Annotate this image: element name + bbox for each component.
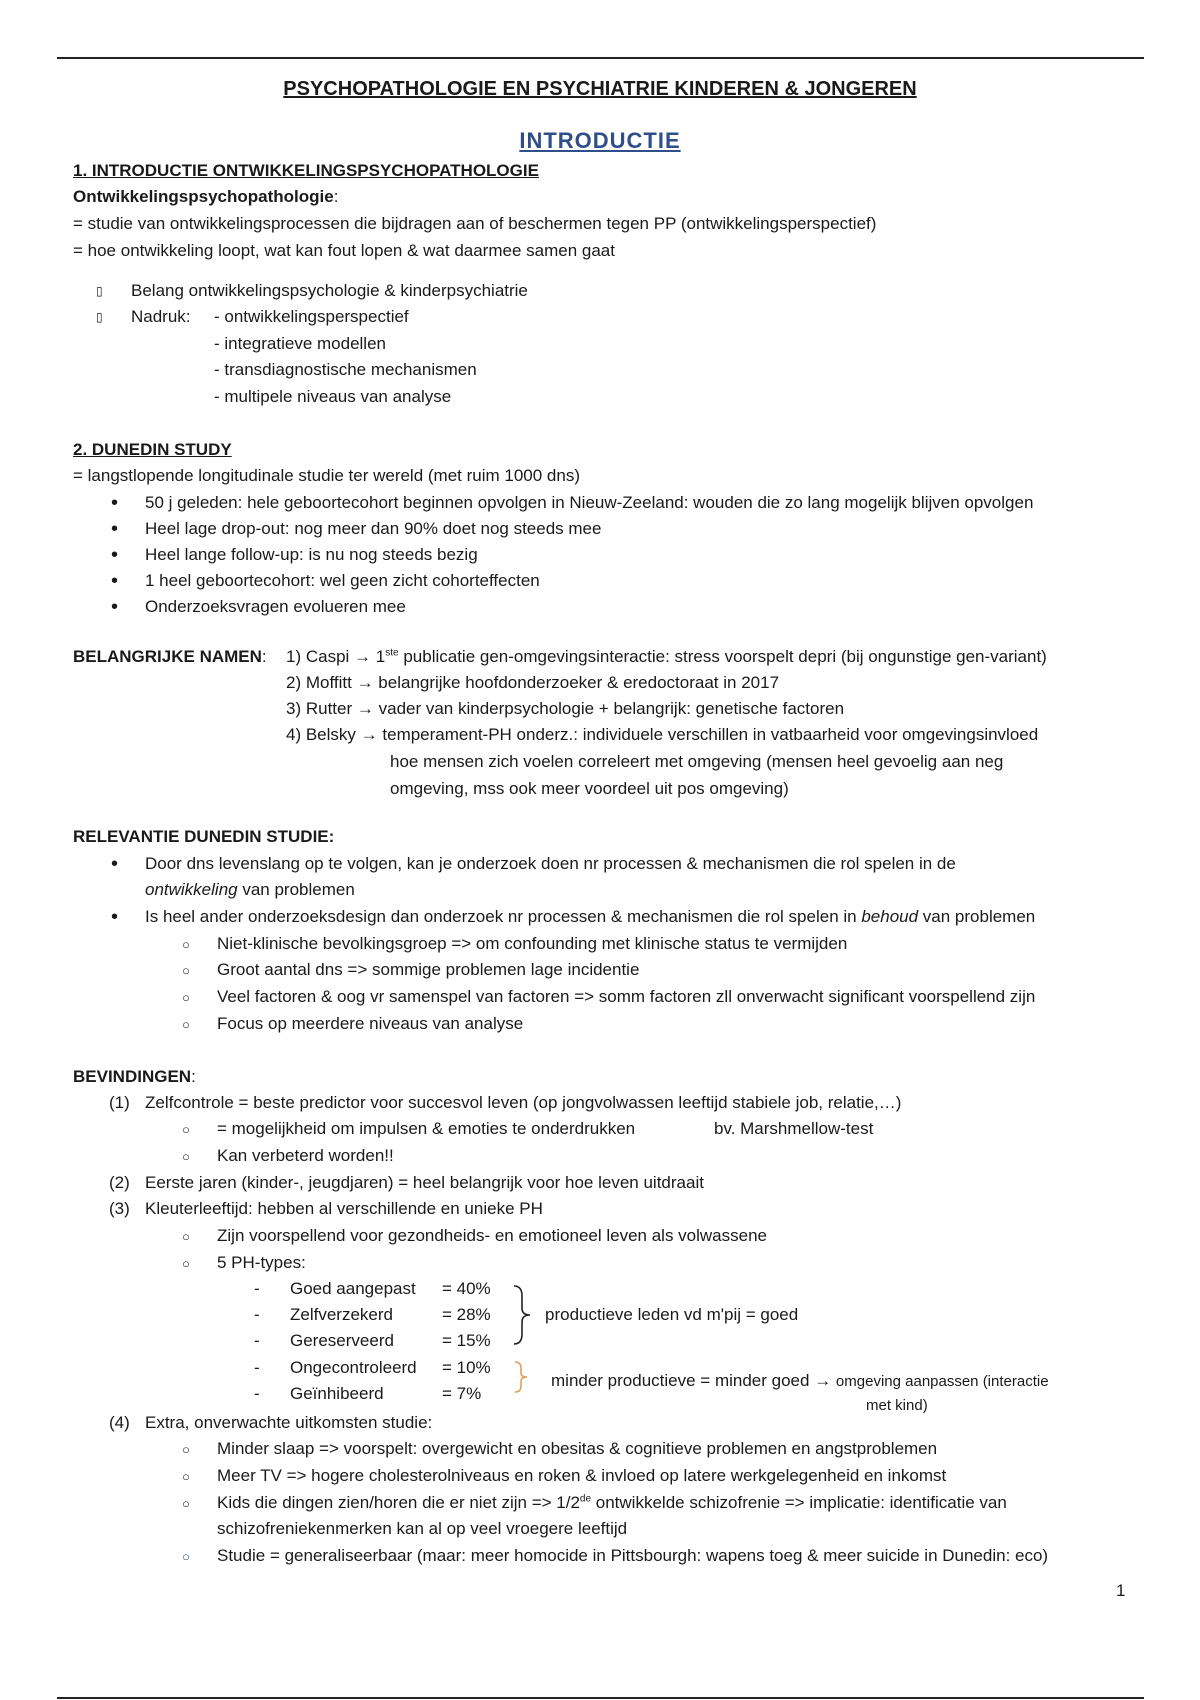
name-moffitt xyxy=(286,672,779,694)
definition-1: = studie van ontwikkelingsprocessen die bijdragen aan of beschermen tegen PP (ontwikkelingsperspectief) xyxy=(73,214,877,233)
name-caspi xyxy=(286,646,1047,668)
term-line xyxy=(73,186,338,208)
bottom-rule xyxy=(57,1697,1144,1699)
name-belsky-cont: hoe mensen zich voelen correleert met omgeving (mensen heel gevoelig aan neg xyxy=(390,752,1004,771)
relevantie-bullet-cont xyxy=(145,879,355,901)
relevantie-sub: Groot aantal dns => sommige problemen lage incidentie xyxy=(217,960,640,979)
ph-type-name: Ongecontroleerd xyxy=(290,1358,417,1377)
dunedin-bullet: • 50 j geleden: hele geboortecohort beginnen opvolgen in Nieuw-Zeeland: wouden die zo lang mogelijk blijven opvolgen xyxy=(145,492,1033,514)
name-belsky xyxy=(286,724,1038,746)
belang-item: Belang ontwikkelingspsychologie & kinderpsychiatrie xyxy=(131,281,528,300)
group-bad-label: minder productieve = minder goed xyxy=(551,1371,810,1390)
finding-4-sub xyxy=(217,1492,1007,1514)
type-dash: - xyxy=(254,1358,260,1377)
names-label: BELANGRIJKE NAMEN xyxy=(73,647,262,666)
finding-1-example: bv. Marshmellow-test xyxy=(714,1119,874,1138)
circle-bullet-icon: ○ xyxy=(182,937,190,952)
ph-type-name: Zelfverzekerd xyxy=(290,1305,393,1324)
name-belsky-cont: omgeving, mss ook meer voordeel uit pos omgeving) xyxy=(390,779,789,798)
circle-bullet-icon: ○ xyxy=(182,1442,190,1457)
relevantie-bullet xyxy=(145,906,1035,928)
finding-1-sub: Kan verbeterd worden!! xyxy=(217,1146,394,1165)
finding-1: Zelfcontrole = beste predictor voor succesvol leven (op jongvolwassen leeftijd stabiele job, relatie,…) xyxy=(145,1093,902,1112)
group-bad-note: omgeving aanpassen (interactie xyxy=(835,1373,1049,1390)
brace-good-icon xyxy=(510,1284,534,1346)
text: ontwikkelde schizofrenie => implicatie: identificatie van xyxy=(591,1493,1007,1512)
names-colon: : xyxy=(261,647,267,666)
ph-type-pct: = 10% xyxy=(442,1358,491,1377)
finding-number: (4) xyxy=(109,1413,130,1432)
type-dash: - xyxy=(254,1331,260,1350)
square-bullet-icon: ▯ xyxy=(96,284,103,298)
square-bullet-icon: ▯ xyxy=(96,310,103,324)
relevantie-sub: Veel factoren & oog vr samenspel van factoren => somm factoren zll onverwacht significant voorspellend zijn xyxy=(217,987,1036,1006)
finding-number: (3) xyxy=(109,1199,130,1218)
finding-4-sub-cont: schizofreniekenmerken kan al op veel vroegere leeftijd xyxy=(217,1519,628,1538)
name-description: temperament-PH onderz.: individuele verschillen in vatbaarheid voor omgevingsinvloed xyxy=(382,725,1039,744)
nadruk-item: - ontwikkelingsperspectief xyxy=(214,307,409,326)
top-rule xyxy=(57,57,1144,59)
finding-number: (1) xyxy=(109,1093,130,1112)
dunedin-bullet: • Heel lage drop-out: nog meer dan 90% doet nog steeds mee xyxy=(145,518,601,540)
finding-3: Kleuterleeftijd: hebben al verschillende en unieke PH xyxy=(145,1199,543,1218)
text: van problemen xyxy=(918,907,1036,926)
finding-4: Extra, onverwachte uitkomsten studie: xyxy=(145,1413,433,1432)
ph-type-pct: = 15% xyxy=(442,1331,491,1350)
ordinal-suffix: de xyxy=(579,1493,592,1505)
finding-4-sub: Minder slaap => voorspelt: overgewicht en obesitas & cognitieve problemen en angstproblemen xyxy=(217,1439,938,1458)
dunedin-bullet: • 1 heel geboortecohort: wel geen zicht cohorteffecten xyxy=(145,570,540,592)
ph-type-pct: = 28% xyxy=(442,1305,491,1324)
name-label: 1) Caspi xyxy=(286,647,350,666)
finding-4-sub: Studie = generaliseerbaar (maar: meer homocide in Pittsbourgh: wapens toeg & meer suicide in Dunedin: eco) xyxy=(217,1546,1049,1565)
text: Is heel ander onderzoeksdesign dan onderzoek nr processen & mechanismen die rol spelen in xyxy=(145,907,862,926)
circle-bullet-icon: ○ xyxy=(182,1469,190,1484)
heading-bevindingen: BEVINDINGEN xyxy=(73,1067,192,1086)
document-title: PSYCHOPATHOLOGIE EN PSYCHIATRIE KINDEREN & JONGEREN xyxy=(283,78,917,100)
circle-bullet-icon: ○ xyxy=(182,1149,190,1164)
arrow-right-icon: → xyxy=(814,1371,832,1390)
circle-bullet-icon: ○ xyxy=(182,1256,190,1271)
group-good-label: productieve leden vd m'pij = goed xyxy=(545,1305,799,1324)
text: Kids die dingen zien/horen die er niet zijn => 1/2 xyxy=(217,1493,580,1512)
emphasis: behoud xyxy=(861,907,919,926)
nadruk-item: - multipele niveaus van analyse xyxy=(214,387,452,406)
finding-number: (2) xyxy=(109,1173,130,1192)
ph-type-pct: = 7% xyxy=(442,1384,482,1403)
ph-type-pct: = 40% xyxy=(442,1279,491,1298)
heading-dunedin-study: 2. DUNEDIN STUDY xyxy=(73,440,232,459)
ph-type-name: Geïnhibeerd xyxy=(290,1384,384,1403)
relevantie-sub: Niet-klinische bevolkingsgroep => om confounding met klinische status te vermijden xyxy=(217,934,848,953)
arrow-right-icon: → xyxy=(354,647,372,666)
definition-2: = hoe ontwikkeling loopt, wat kan fout lopen & wat daarmee samen gaat xyxy=(73,241,615,260)
name-label: 2) Moffitt xyxy=(286,673,352,692)
nadruk-label: Nadruk: xyxy=(131,307,191,326)
name-rutter xyxy=(286,698,844,720)
name-description: publicatie gen-omgevingsinteractie: stress voorspelt depri (bij ongunstige gen-variant) xyxy=(403,647,1047,666)
group-bad-note-cont: met kind) xyxy=(866,1397,928,1414)
ordinal-number: 1 xyxy=(375,647,386,666)
bevindingen-heading-line xyxy=(73,1066,196,1088)
nadruk-item: - integratieve modellen xyxy=(214,334,386,353)
colon: : xyxy=(191,1067,196,1086)
ph-type-name: Goed aangepast xyxy=(290,1279,416,1298)
type-dash: - xyxy=(254,1384,260,1403)
finding-4-sub: Meer TV => hogere cholesterolniveaus en roken & invloed op latere werkgelegenheid en inkomst xyxy=(217,1466,947,1485)
name-label: 4) Belsky xyxy=(286,725,356,744)
section-title: INTRODUCTIE xyxy=(519,128,681,153)
heading-relevantie: RELEVANTIE DUNEDIN STUDIE: xyxy=(73,827,335,846)
dunedin-bullet: • Onderzoeksvragen evolueren mee xyxy=(145,596,406,618)
type-dash: - xyxy=(254,1279,260,1298)
finding-3-sub: Zijn voorspellend voor gezondheids- en emotioneel leven als volwassene xyxy=(217,1226,767,1245)
circle-bullet-icon: ○ xyxy=(182,1229,190,1244)
text: van problemen xyxy=(237,880,355,899)
dunedin-definition: = langstlopende longitudinale studie ter wereld (met ruim 1000 dns) xyxy=(73,466,580,485)
relevantie-bullet: • Door dns levenslang op te volgen, kan je onderzoek doen nr processen & mechanismen die rol spelen in de xyxy=(145,853,956,875)
type-dash: - xyxy=(254,1305,260,1324)
emphasis: ontwikkeling xyxy=(145,880,238,899)
circle-bullet-icon: ○ xyxy=(182,1122,190,1137)
term: Ontwikkelingspsychopathologie xyxy=(73,187,334,206)
circle-bullet-icon: ○ xyxy=(182,990,190,1005)
circle-bullet-icon: ○ xyxy=(182,1549,190,1564)
relevantie-sub: Focus op meerdere niveaus van analyse xyxy=(217,1014,524,1033)
finding-3-sub: 5 PH-types: xyxy=(217,1253,306,1272)
names-label-line xyxy=(73,646,267,668)
name-description: belangrijke hoofdonderzoeker & eredoctoraat in 2017 xyxy=(378,673,780,692)
circle-bullet-icon: ○ xyxy=(182,1017,190,1032)
heading-intro-ontwikkelingspsychopathologie: 1. INTRODUCTIE ONTWIKKELINGSPSYCHOPATHOLOGIE xyxy=(73,161,539,180)
nadruk-item: - transdiagnostische mechanismen xyxy=(214,360,477,379)
name-description: vader van kinderpsychologie + belangrijk: genetische factoren xyxy=(378,699,845,718)
name-label: 3) Rutter xyxy=(286,699,353,718)
finding-2: Eerste jaren (kinder-, jeugdjaren) = heel belangrijk voor hoe leven uitdraait xyxy=(145,1173,704,1192)
arrow-right-icon: → xyxy=(360,725,378,744)
dunedin-bullet: • Heel lange follow-up: is nu nog steeds bezig xyxy=(145,544,478,566)
finding-1-sub: = mogelijkheid om impulsen & emoties te onderdrukken xyxy=(217,1119,636,1138)
circle-bullet-icon: ○ xyxy=(182,1496,190,1511)
arrow-right-icon: → xyxy=(356,673,374,692)
brace-bad-icon xyxy=(512,1360,532,1394)
group-bad-line xyxy=(551,1370,1049,1393)
arrow-right-icon: → xyxy=(356,699,374,718)
ordinal-suffix: ste xyxy=(385,647,399,659)
page-number: 1 xyxy=(1116,1581,1126,1600)
term-colon: : xyxy=(333,187,339,206)
circle-bullet-icon: ○ xyxy=(182,963,190,978)
ph-type-name: Gereserveerd xyxy=(290,1331,394,1350)
